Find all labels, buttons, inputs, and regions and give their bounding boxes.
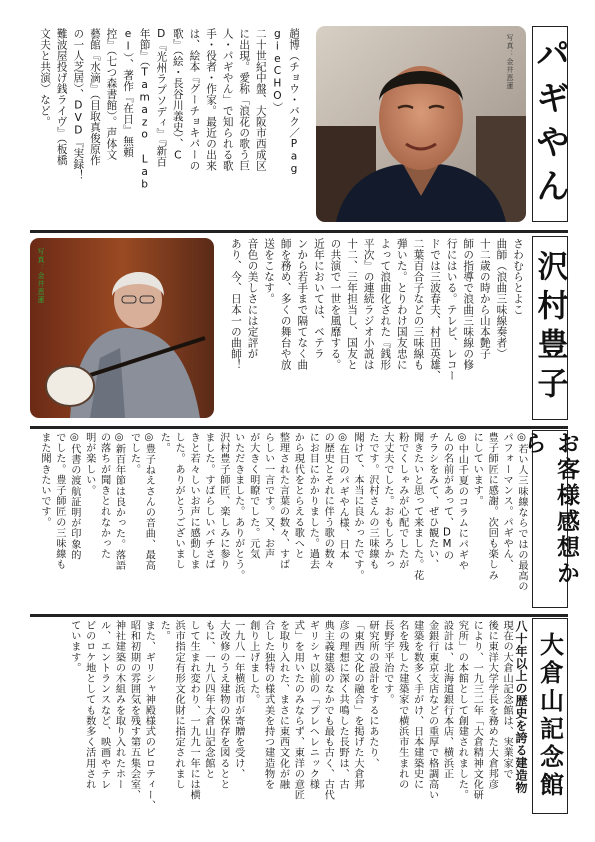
okurayama-line: 研究所の設計をするにあたり、 [366, 620, 378, 769]
feedback-line: の落ちが聞きとれなかった [98, 432, 110, 560]
okurayama-line: 神社建築の木組みを取り入れたホー [113, 620, 125, 790]
sawamura-line: よって浪曲化された『銭形 [379, 238, 392, 370]
feedback-line: から現代をとらえる歌へと [292, 432, 304, 560]
okurayama-headline: 八十年以上の歴史を誇る建造物 [514, 620, 528, 794]
pagiya-line: 趙博（チョウ・バク／Pag [288, 28, 300, 176]
sawamura-line: 十二、三年担当し、国友と [346, 238, 359, 370]
sawamura-photo-credit: 写真：金井恵蓮 [37, 248, 45, 304]
okurayama-line: 長野宇平治です。 [381, 620, 393, 705]
sawamura-line: さわむらとよこ [512, 238, 524, 315]
feedback-line: いただきました。ありがとう。 [232, 432, 244, 581]
sawamura-line: 師を務め、多くの舞台や放 [279, 238, 292, 370]
sawamura-line: 平次』の連続ラジオ小説は [362, 238, 375, 370]
okurayama-line: ています。 [68, 620, 80, 673]
sawamura-line: 行にはいる。テレビ、レコー [445, 238, 458, 381]
okurayama-line: 一九八一年横浜市が寄贈を受け、 [232, 620, 244, 779]
feedback-line: 豊子師匠に感謝。次回も楽しみ [486, 432, 498, 581]
feedback-line: 聞けて、本当に良かったです。 [352, 432, 364, 581]
pagiya-photo-credit: 写真：金井恵蓮 [506, 34, 514, 90]
okurayama-line: ギリシャ以前の「プレヘレニック様 [307, 620, 319, 790]
sawamura-portrait-image [30, 238, 214, 418]
okurayama-line: により、一九三二年「大倉精神文化研 [471, 620, 483, 801]
okurayama-line: ビのロケ地としても数多く活用され [83, 620, 95, 790]
feedback-line: ◎若い人三味線ならではの最高の [516, 432, 527, 592]
sawamura-line: の共演で一世を風靡する。 [329, 238, 342, 370]
sawamura-line: 師の指導で浪曲三味線の修 [462, 238, 475, 370]
pagiya-bio [34, 28, 302, 224]
feedback-line: ◎中山千夏のコラムにパギや [456, 432, 468, 571]
feedback-line: にしています。 [471, 432, 483, 507]
feedback-line: ました。すばらしいバチさば [202, 432, 214, 570]
feedback-line: パフォーマンス。パギやん、 [501, 432, 513, 570]
okurayama-line: 設計は、北海道銀行本店、横浜正 [441, 620, 453, 779]
okurayama-line: また、ギリシャ神殿様式のピロティー、 [143, 620, 155, 811]
sawamura-line: あり、今、日本一の曲師！ [229, 238, 242, 370]
okurayama-text [34, 620, 528, 816]
okurayama-line: 合した独特の様式美を持つ建造物を [262, 620, 274, 790]
pagiya-line: D『光州ラプソディ』『新百 [155, 28, 168, 168]
okurayama-line: 後に東洋大学学長を務めた大倉邦彦 [486, 620, 498, 790]
okurayama-line: 大改修のうえ建物の保存を図るとと [217, 620, 229, 790]
sawamura-line: 弾いた。とりわけ国友忠に [395, 238, 408, 370]
okurayama-line: 究所」の本館として創建されました。 [456, 620, 468, 801]
feedback-line: が大きく明瞭でした。元気 [247, 432, 259, 560]
sawamura-line: 二葉百合子などの三味線も [412, 238, 425, 370]
pagiya-portrait-photo [316, 26, 526, 222]
sawamura-line: 十二歳の時から山本艶子 [478, 238, 491, 359]
okurayama-line: 彦の理想に深く共鳴した長野は、古 [337, 620, 349, 790]
feedback-line: らしい一言です。又、お声 [262, 432, 274, 560]
feedback-line: ◎豊子ねえさんの音曲、最高 [143, 432, 155, 571]
pagiya-line: 藝館『水滴』（目取真俊原作 [88, 28, 101, 166]
pagiya-line: は、絵本『グーチョキパーの [188, 28, 201, 171]
okurayama-line: 昭和初期の雰囲気を残す第五集会室、 [128, 620, 140, 801]
okurayama-line: 金銀行東京支店などの重厚で格調高い [426, 620, 438, 801]
okurayama-line: もに、一九八四年大倉山記念館と [202, 620, 214, 779]
okurayama-line: 建築を数多く手がけ、日本建築史に [411, 620, 423, 790]
okurayama-line: 名を残した建築家で横浜市生まれの [396, 620, 408, 790]
feedback-line: ◎代書の渡航証明が印象的 [68, 432, 80, 560]
feedback-title: お客様感想から [532, 430, 568, 608]
pagiya-line: 文夫と共演）など。 [39, 28, 52, 127]
feedback-line: ◎在日のパギやん様、日本 [337, 432, 349, 560]
sawamura-line: ドでは三波春夫、村田英雄、 [429, 238, 442, 381]
okurayama-line: た。 [158, 620, 170, 642]
sawamura-line: ンから若手まで隔てなく曲 [296, 238, 309, 370]
okurayama-line: 現在の大倉山記念館は、実業家で [501, 620, 513, 779]
feedback-line: 明が楽しい。 [83, 432, 95, 496]
pagiya-line: 人・パギやん」で知られる歌 [221, 28, 234, 171]
feedback-line: 大丈夫でした。おもしろかっ [381, 432, 393, 570]
pagiya-line: に出現。愛称「浪花の歌う巨 [238, 28, 251, 171]
feedback-line: たです。沢村さんの三味線も [366, 432, 378, 570]
pagiya-line: el）、著作『在日』無頼 [122, 28, 135, 158]
pagiya-line: 難波屋投げ銭ライヴ』（板橋 [55, 28, 68, 166]
divider-middle [30, 426, 568, 429]
feedback-line: 沢村豊子師匠、楽しみに参り [217, 432, 229, 570]
divider-top [30, 230, 568, 233]
pagiya-line: 年節』（Tamazo Lab [138, 28, 151, 191]
feedback-line: でした。豊子師匠の三味線も [53, 432, 65, 570]
sawamura-bio [224, 238, 526, 420]
okurayama-line: 浜市指定有形文化財に指定されまし [173, 620, 185, 790]
pagiya-title: パギやん [532, 26, 568, 222]
pagiya-line: gieCHO） [271, 28, 284, 114]
okurayama-line: 創り上げました。 [247, 620, 259, 705]
pagiya-line: 歌』（絵・長谷川義史）、C [171, 28, 184, 162]
feedback-line: きと若々しいお声に感動しま [188, 432, 200, 570]
sawamura-line: 音色の美しさには定評が [246, 238, 259, 359]
okurayama-line: 式」を用いたのみならず、東洋の意匠 [292, 620, 304, 801]
pagiya-line: の一人芝居）、DVD『実録！ [72, 28, 85, 181]
feedback-line: でした。 [128, 432, 140, 475]
feedback-line: した。ありがとうございまし [173, 432, 185, 570]
okurayama-line: を取り入れた、まさに東西文化が融 [277, 620, 289, 790]
feedback-line: 整理された言葉の数々、すば [277, 432, 289, 570]
feedback-line: 聞きたいと思って来ました。花 [411, 432, 423, 581]
okurayama-line: 典主義建築のなかでも最も古く、古代 [322, 620, 334, 801]
feedback-line: た。 [158, 432, 170, 454]
feedback-line: んの名前があって、DMの [441, 432, 453, 561]
okurayama-title: 大倉山記念館 [532, 618, 568, 814]
pagiya-line: 控』（七つ森書館）。声体文 [105, 28, 118, 161]
feedback-line: また聞きたいです。 [39, 432, 50, 528]
sawamura-line: 送をこなす。 [263, 238, 276, 304]
feedback-line: の歴史とそれに伴う歌の数々 [322, 432, 334, 570]
feedback-line: チラシをみて、ぜひ観たい、 [426, 432, 438, 570]
pagiya-line: 二十世紀中盤、大阪市西成区 [254, 28, 267, 171]
feedback-line: にお目にかかりました。過去 [307, 432, 319, 570]
okurayama-line: して生まれ変わり、一九九一年には横 [188, 620, 200, 801]
feedback-line: 粉でくしゃみが心配でしたが [396, 432, 408, 570]
pagiya-line: 手・役者・作家。最近の出来 [205, 28, 218, 171]
sawamura-title: 沢村豊子 [532, 236, 568, 420]
sawamura-line: 曲師（浪曲三味線奏者） [495, 238, 508, 359]
feedback-text [34, 432, 528, 610]
pagiya-portrait-image [316, 26, 526, 222]
feedback-line: ◎新百年節は良かった。落語 [113, 432, 125, 571]
okurayama-line: 「東西文化の融合」を掲げた大倉邦 [352, 620, 364, 790]
divider-bottom [30, 614, 568, 617]
okurayama-line: ル、エントランスなど、映画やテレ [98, 620, 110, 790]
sawamura-portrait-photo [30, 238, 214, 418]
sawamura-line: 近年においては、ベテラ [312, 238, 325, 359]
